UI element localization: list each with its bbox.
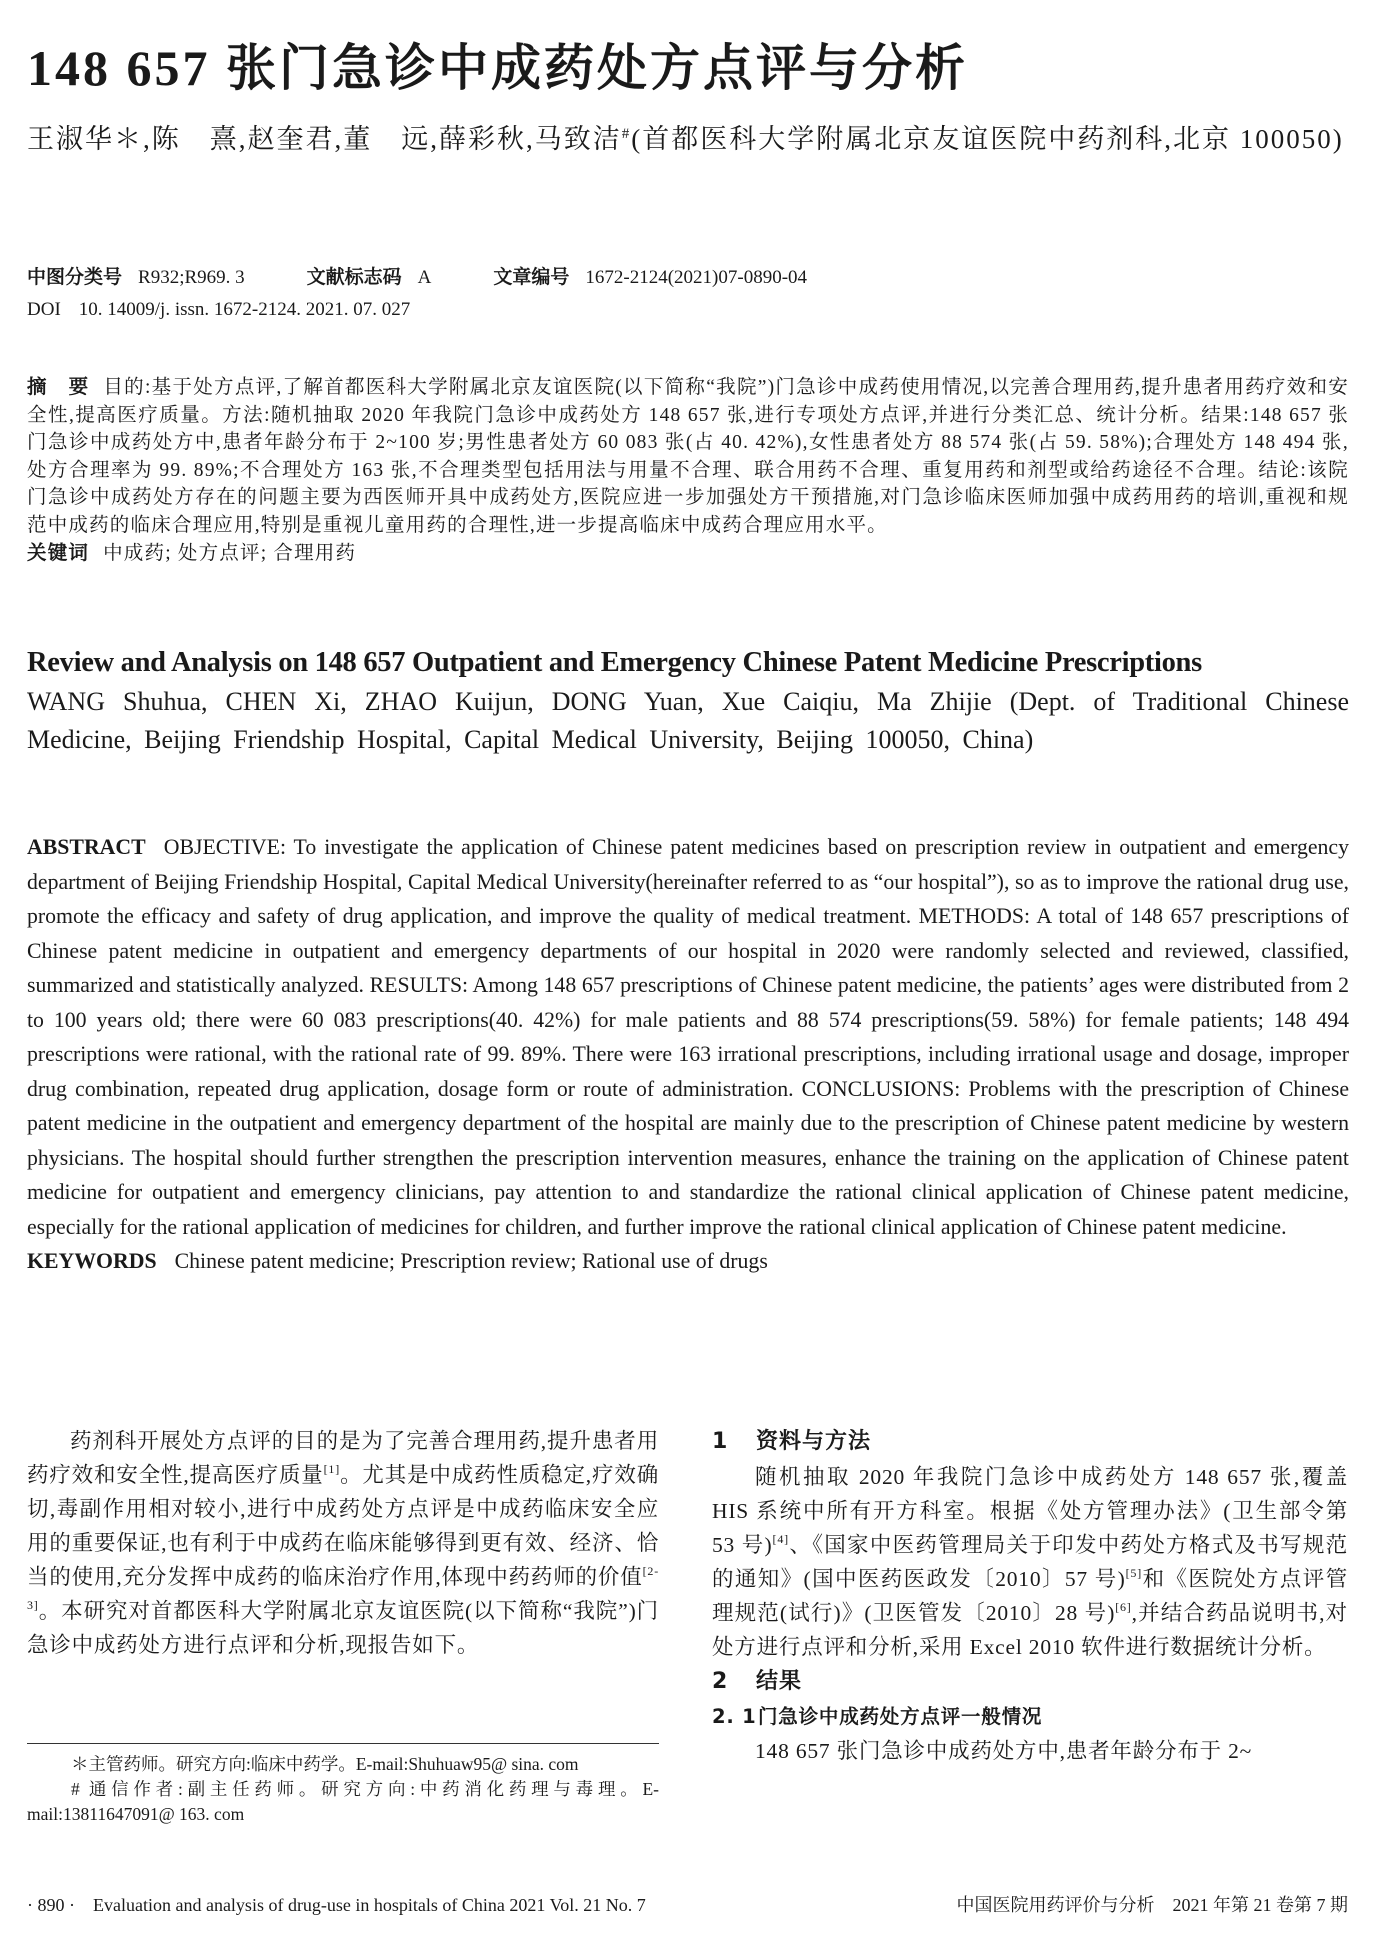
authors-cn: [27, 112, 1349, 161]
keywords-cn-label: 关键词: [27, 541, 90, 564]
abstract-cn-label: 摘 要: [27, 375, 90, 398]
footnote-corresponding-author: # 通信作者:副主任药师。研究方向:中药消化药理与毒理。E-mail:13811647091@ 163. com: [27, 1779, 659, 1824]
authors-en: WANG Shuhua, CHEN Xi, ZHAO Kuijun, DONG Yuan, Xue Caiqiu, Ma Zhijie (Dept. of Traditional Chinese Medicine, Beijing Friendship Hospital, Capital Medical University, Beijing 100050, China): [27, 687, 1349, 754]
section-1-title: 资料与方法: [756, 1429, 872, 1454]
section-2-1-paragraph: 148 657 张门急诊中成药处方中,患者年龄分布于 2~: [755, 1739, 1253, 1763]
intro-text-a: 药剂科开展处方点评的目的是为了完善合理用药,提升患者用药疗效和安全性,提高医疗质量: [27, 1429, 659, 1487]
doc-code-label: 文献标志码: [306, 266, 402, 288]
doi-label: DOI: [27, 299, 61, 320]
keywords-en-label: KEYWORDS: [27, 1249, 157, 1273]
intro-text-c: 。本研究对首都医科大学附属北京友谊医院(以下简称“我院”)门急诊中成药处方进行点评和分析,现报告如下。: [27, 1599, 659, 1657]
corresponding-mark: #: [621, 126, 632, 142]
classification-row: [27, 263, 807, 292]
abstract-en-text: OBJECTIVE: To investigate the application of Chinese patent medicines based on prescription review in outpatient and emergency department of Beijing Friendship Hospital, Capital Medical University(hereinafter referred to as “our hospital”), so as to improve the rational drug use, promote the efficacy and safety of drug application, and improve the quality of medical treatment. METHODS: A total of 148 657 prescriptions of Chinese patent medicine in outpatient and emergency departments of our hospital in 2020 were randomly selected and reviewed, classified, summarized and statistically analyzed. RESULTS: Among 148 657 prescriptions of Chinese patent medicine, the patients’ ages were distributed from 2 to 100 years old; there were 60 083 prescriptions(40. 42%) for male patients and 88 574 prescriptions(59. 58%) for female patients; 148 494 prescriptions were rational, with the rational rate of 99. 89%. There were 163 irrational prescriptions, including irrational usage and dosage, improper drug combination, repeated drug application, dosage form or route of administration. CONCLUSIONS: Problems with the prescription of Chinese patent medicine in the outpatient and emergency department of the hospital are mainly due to the prescription of Chinese patent medicine by western physicians. The hospital should further strengthen the prescription intervention measures, enhance the training on the application of Chinese patent medicine for outpatient and emergency clinicians, pay attention to and standardize the rational clinical application of Chinese patent medicine, especially for the rational application of medicines for children, and further improve the rational clinical application of Chinese patent medicine.: [27, 835, 1349, 1239]
footer-journal-cn: 中国医院用药评价与分析 2021 年第 21 卷第 7 期: [956, 1895, 1348, 1915]
section-2-title: 结果: [756, 1669, 803, 1694]
section-1-number: 1: [712, 1429, 729, 1454]
methods-text-c: 和《医院处方点评管理规范(试行)》(卫医管发〔2010〕28 号): [712, 1567, 1348, 1625]
intro-column: [27, 1424, 659, 1662]
section-2-1-title: 门急诊中成药处方点评一般情况: [758, 1705, 1043, 1728]
author-names-cn: 王淑华＊,陈 熹,赵奎君,董 远,薛彩秋,马致洁: [27, 124, 622, 154]
intro-paragraph: [27, 1424, 659, 1662]
citation-6[interactable]: [6]: [1115, 1600, 1132, 1614]
doc-code-value: A: [417, 267, 432, 288]
footnote-divider: [27, 1743, 659, 1744]
clc-value: R932;R969. 3: [138, 267, 245, 288]
intro-text-b: 。尤其是中成药性质稳定,疗效确切,毒副作用相对较小,进行中成药处方点评是中成药临床安全应用的重要保证,也有利于中成药在临床能够得到更有效、经济、恰当的使用,充分发挥中成药的临床治疗作用,体现中药药师的价值: [27, 1463, 659, 1589]
footnotes: [27, 1752, 659, 1827]
paper-title: 148 657 张门急诊中成药处方点评与分析: [27, 40, 968, 96]
footnote-first-author: ＊主管药师。研究方向:临床中药学。E-mail:Shuhuaw95@ sina. com: [71, 1754, 579, 1774]
keywords-cn-text: 中成药; 处方点评; 合理用药: [103, 543, 357, 564]
doi-value[interactable]: 10. 14009/j. issn. 1672-2124. 2021. 07. 027: [78, 299, 411, 320]
affiliation-cn: (首都医科大学附属北京友谊医院中药剂科,北京 100050): [631, 124, 1344, 154]
methods-text-a: 随机抽取 2020 年我院门急诊中成药处方 148 657 张,覆盖 HIS 系统中所有开方科室。根据《处方管理办法》(卫生部令第 53 号): [712, 1465, 1348, 1557]
article-no-label: 文章编号: [493, 266, 570, 288]
abstract-en-label: ABSTRACT: [27, 835, 146, 859]
paper-title-en: Review and Analysis on 148 657 Outpatient and Emergency Chinese Patent Medicine Prescriptions: [27, 647, 1202, 678]
citation-2-3[interactable]: [2-3]: [27, 1564, 659, 1612]
footer-journal-en: · 890 · Evaluation and analysis of drug-use in hospitals of China 2021 Vol. 21 No. 7: [27, 1895, 646, 1915]
section-2-1-number: 2. 1: [712, 1705, 757, 1728]
abstract-cn: [27, 373, 1349, 568]
article-no-value: 1672-2124(2021)07-0890-04: [585, 267, 808, 288]
keywords-en-text: Chinese patent medicine; Prescription review; Rational use of drugs: [174, 1249, 768, 1273]
section-1-paragraph: [712, 1460, 1348, 1664]
citation-1[interactable]: [1]: [323, 1462, 341, 1476]
doi-row: [27, 296, 410, 324]
clc-label: 中图分类号: [27, 266, 123, 288]
abstract-en: [27, 830, 1349, 1279]
methods-text-d: ,并结合药品说明书,对处方进行点评和分析,采用 Excel 2010 软件进行数据统计分析。: [712, 1601, 1348, 1659]
citation-4[interactable]: [4]: [772, 1532, 789, 1546]
abstract-cn-text: 目的:基于处方点评,了解首都医科大学附属北京友谊医院(以下简称“我院”)门急诊中成药使用情况,以完善合理用药,提升患者用药疗效和安全性,提高医疗质量。方法:随机抽取 2020 年我院门急诊中成药处方 148 657 张,进行专项处方点评,并进行分类汇总、统计分析。结果:148 657 张门急诊中成药处方中,患者年龄分布于 2~100 岁;男性患者处方 60 083 张(占 40. 42%),女性患者处方 88 574 张(占 59. 58%);合理处方 148 494 张,处方合理率为 99. 89%;不合理处方 163 张,不合理类型包括用法与用量不合理、联合用药不合理、重复用药和剂型或给药途径不合理。结论:该院门急诊中成药处方存在的问题主要为西医师开具中成药处方,医院应进一步加强处方干预措施,对门急诊临床医师加强中成药用药的培训,重视和规范中成药的临床合理应用,特别是重视儿童用药的合理性,进一步提高临床中成药合理应用水平。: [27, 377, 1349, 536]
section-2-1-heading: [712, 1700, 1348, 1734]
methods-text-b: 、《国家中医药管理局关于印发中药处方格式及书写规范的通知》(国中医药医政发〔2010〕57 号): [712, 1533, 1348, 1591]
section-2-heading: [712, 1664, 1348, 1700]
citation-5[interactable]: [5]: [1125, 1566, 1142, 1580]
methods-column: [712, 1424, 1348, 1768]
section-2-number: 2: [712, 1669, 729, 1694]
section-1-heading: [712, 1424, 1348, 1460]
